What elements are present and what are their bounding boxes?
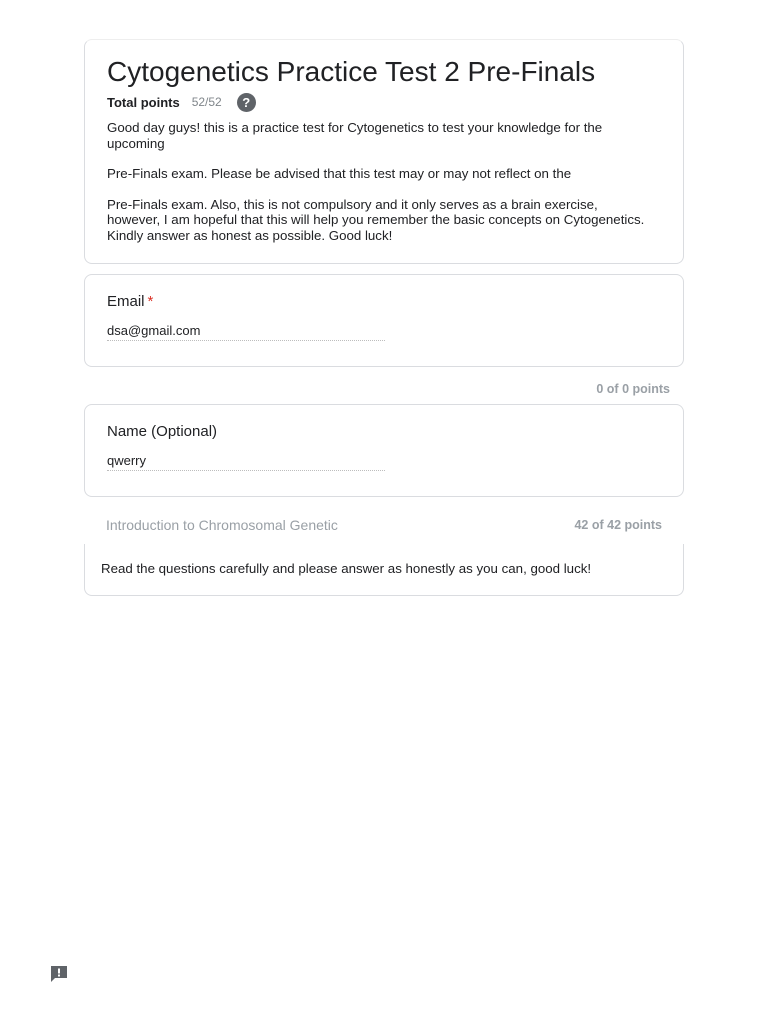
form-description: [107, 120, 647, 258]
section-description: Read the questions carefully and please answer as honestly as you can, good luck!: [101, 561, 592, 576]
section-points-score: 42 of 42 points: [574, 518, 662, 532]
total-points-row: [107, 92, 256, 112]
required-asterisk: *: [147, 293, 154, 310]
name-question-card: [84, 404, 684, 497]
name-answer: qwerry: [107, 454, 385, 471]
description-paragraph: Pre-Finals exam. Please be advised that this test may or may not reflect on the: [107, 166, 572, 181]
form-header-card: [84, 39, 684, 264]
form-title: Cytogenetics Practice Test 2 Pre-Finals: [107, 56, 596, 87]
section-title: Introduction to Chromosomal Genetic: [106, 517, 338, 533]
feedback-icon-graphic: [49, 965, 69, 983]
description-paragraph: Good day guys! this is a practice test for Cytogenetics to test your knowledge for the upcoming: [107, 120, 603, 151]
email-question-label: [107, 293, 153, 310]
total-points-label: Total points: [107, 94, 180, 110]
email-answer: dsa@gmail.com: [107, 324, 385, 341]
description-paragraph: Pre-Finals exam. Also, this is not compulsory and it only serves as a brain exercise, however, I am hopeful that this will help you remember the basic concepts on Cytogenetics. Kindly answer as honest as possible. Good luck!: [107, 196, 645, 243]
email-label-text: Email: [107, 293, 145, 310]
name-question-label: Name (Optional): [107, 423, 218, 440]
email-points-score: 0 of 0 points: [596, 382, 670, 396]
feedback-icon[interactable]: [49, 965, 69, 983]
help-circle-icon[interactable]: ?: [237, 93, 256, 112]
total-points-value: 52/52: [191, 95, 222, 109]
section-description-card: [84, 544, 684, 596]
email-question-card: [84, 274, 684, 367]
section-header: [84, 515, 684, 537]
